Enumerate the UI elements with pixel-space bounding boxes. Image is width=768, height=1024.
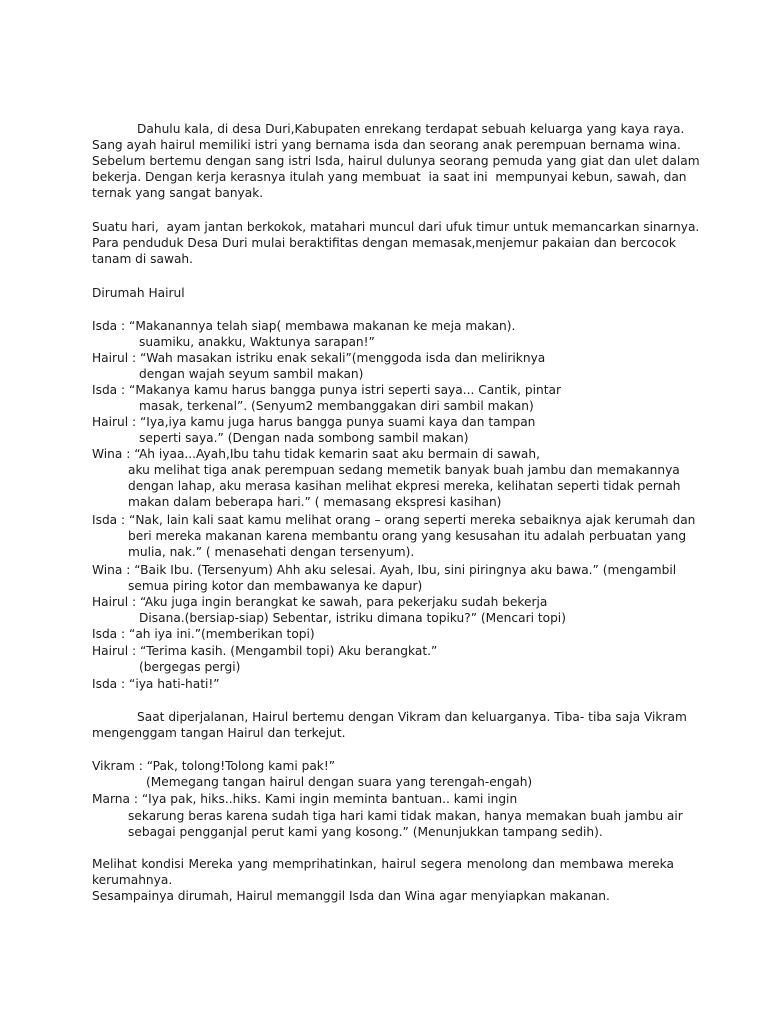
text-line: ternak yang sangat banyak. — [92, 186, 264, 200]
dialog-line: Isda : “Nak, lain kali saat kamu melihat orang – orang seperti mereka sebaiknya ajak kerumah dan — [92, 513, 696, 527]
text-line: Melihat kondisi Mereka yang memprihatinkan, hairul segera menolong dan membawa mereka — [92, 857, 674, 871]
dialog-line: Isda : “Makanya kamu harus bangga punya istri seperti saya... Cantik, pintar — [92, 383, 561, 397]
dialog-line: (Memegang tangan hairul dengan suara yang terengah-engah) — [146, 775, 533, 789]
dialog-line: dengan wajah seyum sambil makan) — [139, 367, 364, 381]
dialog-line: Wina : “Ah iyaa...Ayah,Ibu tahu tidak kemarin saat aku bermain di sawah, — [92, 447, 540, 461]
text-line: Sebelum bertemu dengan sang istri Isda, hairul dulunya seorang pemuda yang giat dan ulet dalam — [92, 154, 700, 168]
dialog-line: Isda : “iya hati-hati!” — [92, 677, 220, 691]
dialog-line: (bergegas pergi) — [139, 660, 241, 674]
dialog-line: beri mereka makanan karena membantu orang yang kesusahan itu adalah perbuatan yang — [128, 529, 687, 543]
dialog-line: semua piring kotor dan membawanya ke dapur) — [128, 579, 423, 593]
dialog-line: sebagai pengganjal perut kami yang kosong.” (Menunjukkan tampang sedih). — [128, 825, 603, 839]
dialog-line: Hairul : “Iya,iya kamu juga harus bangga punya suami kaya dan tampan — [92, 415, 536, 429]
dialog-line: dengan lahap, aku merasa kasihan melihat ekpresi mereka, kelihatan seperti tidak pernah — [128, 479, 681, 493]
dialog-line: Marna : “Iya pak, hiks..hiks. Kami ingin meminta bantuan.. kami ingin — [92, 792, 518, 806]
text-line: kerumahnya. — [92, 873, 173, 887]
dialog-line: Isda : “ah iya ini.”(memberikan topi) — [92, 627, 315, 641]
dialog-line: seperti saya.” (Dengan nada sombong sambil makan) — [139, 431, 469, 445]
text-line: Dahulu kala, di desa Duri,Kabupaten enrekang terdapat sebuah keluarga yang kaya raya. — [137, 122, 685, 136]
dialog-line: aku melihat tiga anak perempuan sedang memetik banyak buah jambu dan memakannya — [128, 463, 680, 477]
text-line: Para penduduk Desa Duri mulai beraktifitas dengan memasak,menjemur pakaian dan bercocok — [92, 236, 676, 250]
dialog-line: Isda : “Makanannya telah siap( membawa makanan ke meja makan). — [92, 319, 516, 333]
scene-heading: Dirumah Hairul — [92, 286, 185, 300]
dialog-line: Hairul : “Terima kasih. (Mengambil topi) Aku berangkat.” — [92, 644, 438, 658]
dialog-line: sekarung beras karena sudah tiga hari kami tidak makan, hanya memakan buah jambu air — [128, 809, 683, 823]
text-line: Saat diperjalanan, Hairul bertemu dengan Vikram dan keluarganya. Tiba- tiba saja Vikram — [137, 710, 687, 724]
dialog-line: masak, terkenal”. (Senyum2 membanggakan diri sambil makan) — [139, 399, 534, 413]
dialog-line: makan dalam beberapa hari.” ( memasang ekspresi kasihan) — [128, 495, 502, 509]
text-line: mengenggam tangan Hairul dan terkejut. — [92, 726, 346, 740]
text-line: Suatu hari, ayam jantan berkokok, matahari muncul dari ufuk timur untuk memancarkan sinarnya. — [92, 220, 700, 234]
dialog-line: Hairul : “Aku juga ingin berangkat ke sawah, para pekerjaku sudah bekerja — [92, 595, 548, 609]
text-line: Sang ayah hairul memiliki istri yang bernama isda dan seorang anak perempuan bernama wina. — [92, 138, 681, 152]
text-line: Sesampainya dirumah, Hairul memanggil Isda dan Wina agar menyiapkan makanan. — [92, 889, 610, 903]
dialog-line: Vikram : “Pak, tolong!Tolong kami pak!” — [92, 759, 336, 773]
dialog-line: suamiku, anakku, Waktunya sarapan!” — [139, 335, 375, 349]
dialog-line: mulia, nak.” ( menasehati dengan tersenyum). — [128, 545, 415, 559]
dialog-line: Hairul : “Wah masakan istriku enak sekali”(menggoda isda dan meliriknya — [92, 351, 546, 365]
text-line: tanam di sawah. — [92, 252, 194, 266]
text-line: bekerja. Dengan kerja kerasnya itulah yang membuat ia saat ini mempunyai kebun, sawah, dan — [92, 170, 687, 184]
dialog-line: Disana.(bersiap-siap) Sebentar, istriku dimana topiku?” (Mencari topi) — [139, 611, 566, 625]
dialog-line: Wina : “Baik Ibu. (Tersenyum) Ahh aku selesai. Ayah, Ibu, sini piringnya aku bawa.” (mengambil — [92, 563, 677, 577]
